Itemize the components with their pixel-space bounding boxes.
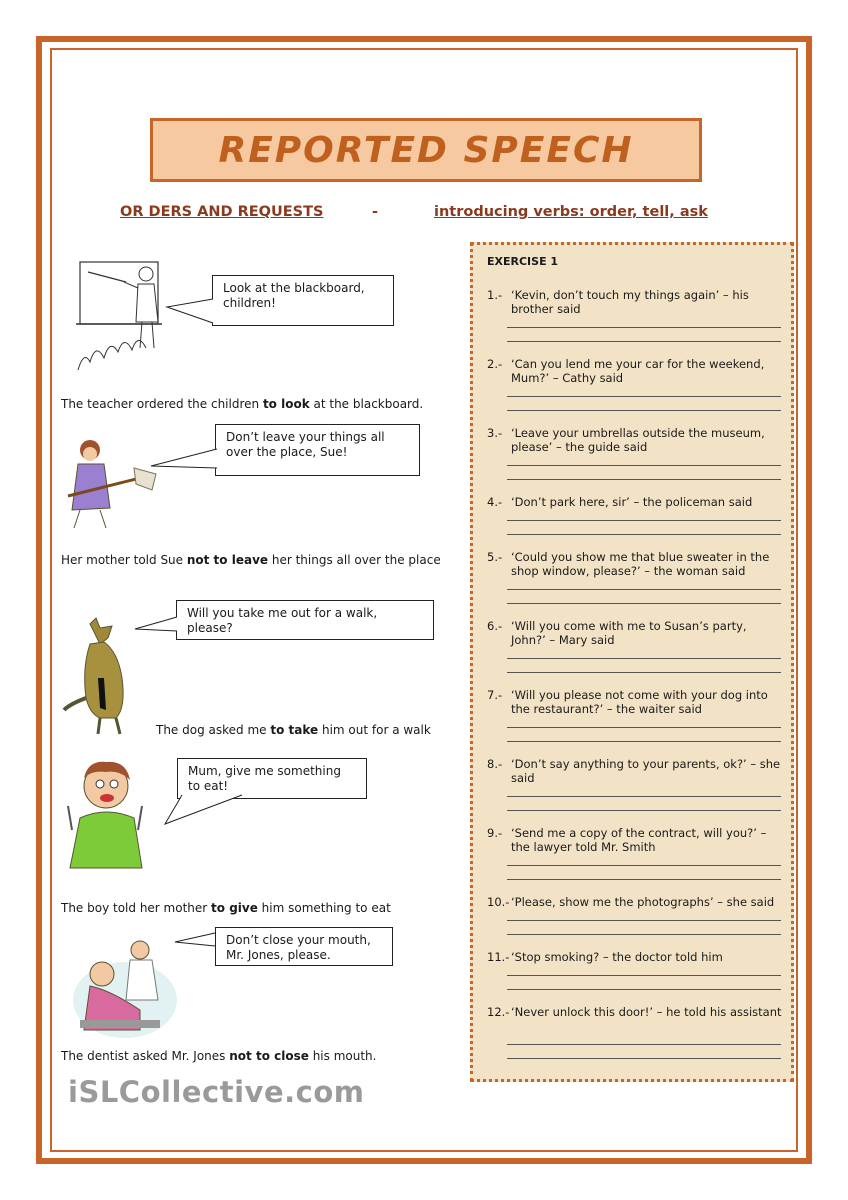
answer-line[interactable]: [507, 603, 781, 604]
subtitle-right: introducing verbs: order, tell, ask: [434, 204, 708, 220]
answer-line[interactable]: [507, 341, 781, 342]
subtitle-left: OR DERS AND REQUESTS: [120, 204, 324, 220]
speech-bubble-tail-3: [134, 616, 180, 638]
mother-broom-illustration: [64, 438, 160, 534]
answer-line[interactable]: [507, 741, 781, 742]
answer-line[interactable]: [507, 672, 781, 673]
exercise-title: EXERCISE 1: [487, 255, 559, 268]
speech-bubble-tail-4: [164, 794, 244, 828]
answer-line[interactable]: [507, 520, 781, 521]
caption-1: The teacher ordered the children to look at the blackboard.: [61, 397, 424, 411]
caption-5: The dentist asked Mr. Jones not to close his mouth.: [61, 1049, 377, 1063]
answer-line[interactable]: [507, 1058, 781, 1059]
answer-line[interactable]: [507, 989, 781, 990]
answer-line[interactable]: [507, 465, 781, 466]
speech-bubble-tail-5: [174, 932, 218, 954]
speech-bubble-3: Will you take me out for a walk, please?: [176, 600, 434, 640]
answer-line[interactable]: [507, 796, 781, 797]
page-title: REPORTED SPEECH: [218, 129, 634, 171]
answer-line[interactable]: [507, 396, 781, 397]
answer-line[interactable]: [507, 975, 781, 976]
caption-3: The dog asked me to take him out for a walk: [156, 723, 431, 737]
dentist-illustration: [70, 940, 180, 1040]
speech-bubble-4: Mum, give me something to eat!: [177, 758, 367, 799]
speech-bubble-tail-1: [166, 298, 216, 328]
answer-line[interactable]: [507, 865, 781, 866]
speech-bubble-1: Look at the blackboard, children!: [212, 275, 394, 326]
answer-line[interactable]: [507, 327, 781, 328]
caption-2: Her mother told Sue not to leave her things all over the place: [61, 553, 441, 567]
answer-line[interactable]: [507, 410, 781, 411]
answer-line[interactable]: [507, 920, 781, 921]
caption-4: The boy told her mother to give him something to eat: [61, 901, 391, 915]
answer-line[interactable]: [507, 879, 781, 880]
answer-line[interactable]: [507, 810, 781, 811]
speech-bubble-2: Don’t leave your things all over the place, Sue!: [215, 424, 420, 476]
boy-eating-illustration: [62, 758, 152, 870]
teacher-illustration: [68, 252, 168, 372]
subtitle-dash: -: [372, 204, 379, 220]
title-box: [150, 118, 702, 182]
answer-line[interactable]: [507, 534, 781, 535]
answer-line[interactable]: [507, 589, 781, 590]
answer-line[interactable]: [507, 1044, 781, 1045]
dog-illustration: [60, 618, 140, 738]
exercise-panel: EXERCISE 1 1.- ‘Kevin, don’t touch my things again’ – his brother said 2.- ‘Can you lend me your car for the weekend, Mum?’ – Cathy said 3.- ‘Leave your umbrellas outside the museum, please’ – the guide said 4.- ‘Don’t park here, sir’ – the policeman said 5.- ‘Could you show me that blue sweater in the shop window, please?’ – the woman said 6.- ‘Will you come with me to Susan’s party, John?’ – Mary said 7.- ‘Will you please not come with your dog into the restaurant?’ – the waiter said 8.- ‘Don’t say anything to your parents, ok?’ – she said 9.- ‘Send me a copy of the contract, will you?’ – the lawyer told Mr. Smith 10.- ‘Please, show me the photographs’ – she said 11.- ‘Stop smoking? – the doctor told him 12.- ‘Never unlock this door!’ – he told his assistant: [470, 242, 794, 1082]
answer-line[interactable]: [507, 479, 781, 480]
answer-line[interactable]: [507, 658, 781, 659]
speech-bubble-5: Don’t close your mouth, Mr. Jones, please.: [215, 927, 393, 966]
watermark-logo: iSLCollective.com: [68, 1075, 365, 1109]
answer-line[interactable]: [507, 934, 781, 935]
answer-line[interactable]: [507, 727, 781, 728]
speech-bubble-tail-2: [150, 448, 220, 478]
